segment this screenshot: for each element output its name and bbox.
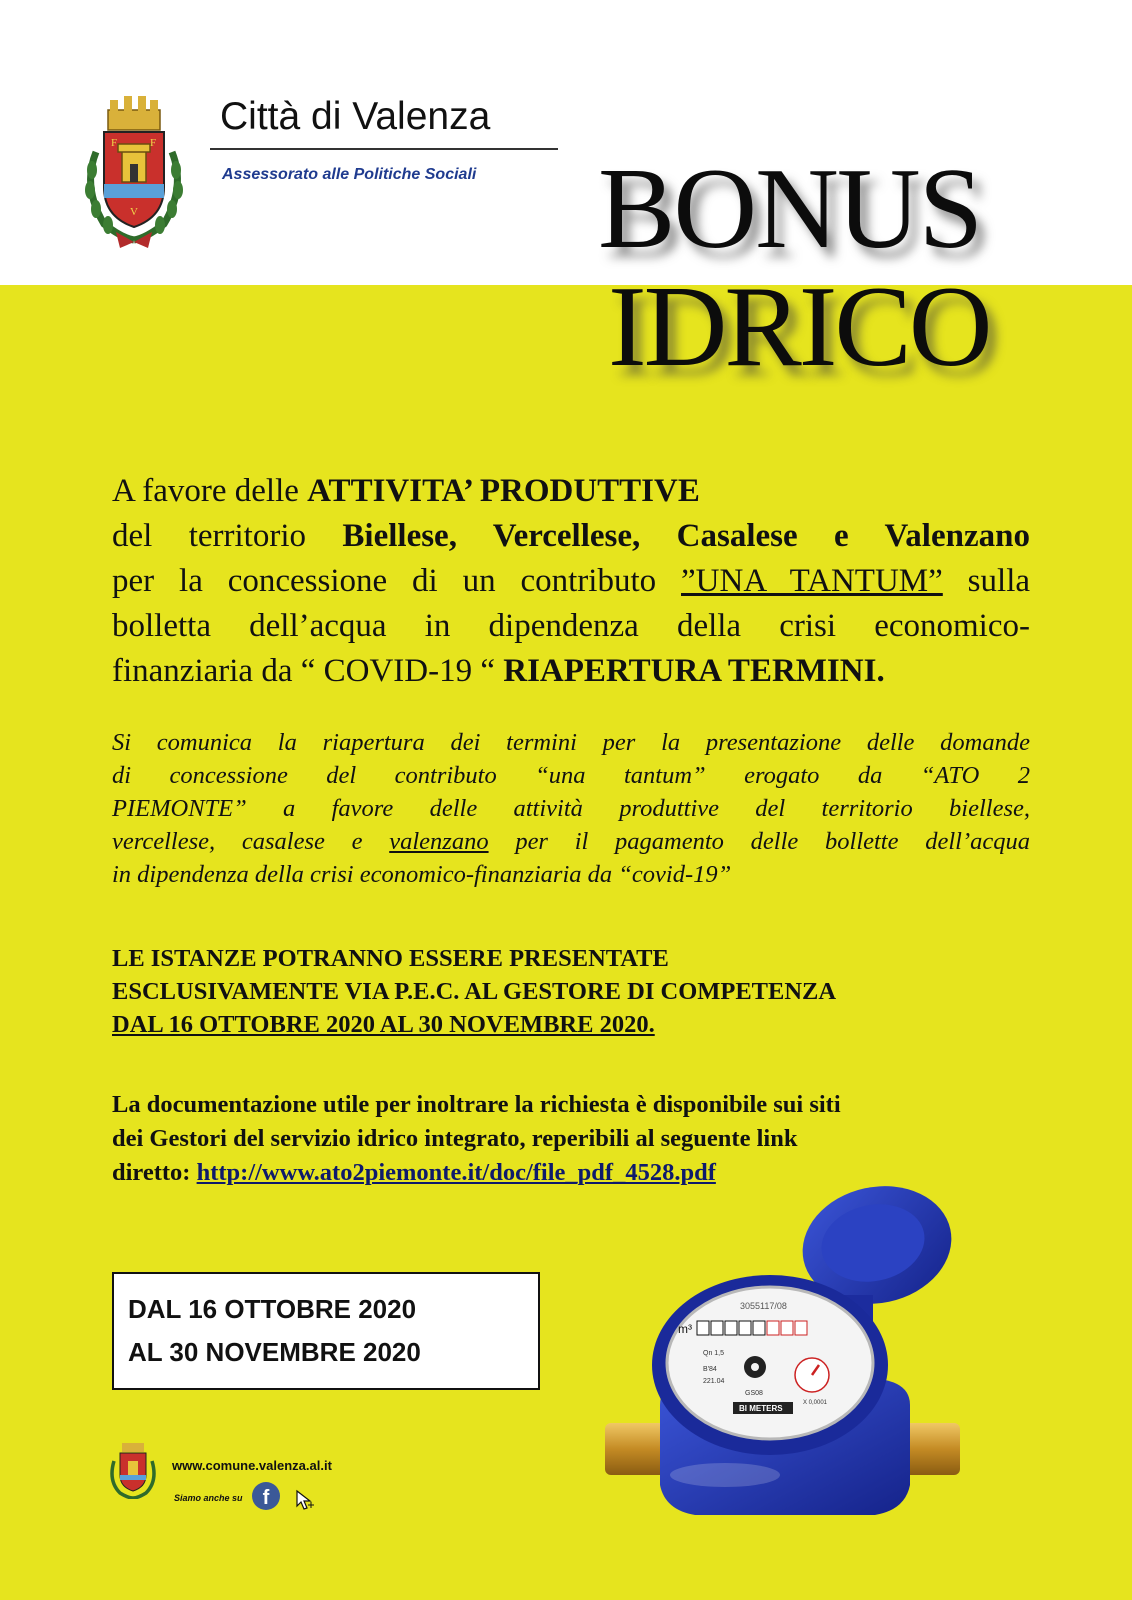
svg-text:X 0,0001: X 0,0001 (803, 1400, 828, 1406)
page-title (590, 145, 1060, 391)
docs-line-3: diretto: http://www.ato2piemonte.it/doc/file_pdf_4528.pdf (112, 1159, 716, 1186)
date-box-end: AL 30 NOVEMBRE 2020 (128, 1337, 421, 1367)
svg-text:F: F (150, 137, 157, 149)
date-range-box (112, 1272, 540, 1390)
reopening-notice (112, 726, 1030, 891)
svg-text:BI METERS: BI METERS (739, 1404, 783, 1413)
department-name: Assessorato alle Politiche Sociali (222, 166, 477, 183)
header-divider (210, 148, 558, 150)
website-url: www.comune.valenza.al.it (172, 1458, 332, 1473)
facebook-icon[interactable]: f (252, 1482, 280, 1510)
date-box-start: DAL 16 OTTOBRE 2020 (128, 1294, 417, 1324)
footer-crest-icon (108, 1437, 158, 1499)
deadline-statement (112, 942, 1030, 1041)
documentation-paragraph (112, 1088, 1030, 1190)
city-name: Città di Valenza (220, 95, 491, 138)
docs-line-2: dei Gestori del servizio idrico integrato, reperibili al seguente link (112, 1125, 798, 1152)
svg-text:B'84: B'84 (703, 1366, 717, 1373)
svg-text:GS08: GS08 (745, 1390, 763, 1397)
title-line-idrico: IDRICO (608, 263, 990, 391)
water-meter-image (605, 1185, 960, 1555)
svg-text:Qn 1,5: Qn 1,5 (703, 1350, 725, 1357)
intro-line-1: A favore delle ATTIVITA’ PRODUTTIVE (112, 473, 700, 509)
intro-line-5: finanziaria da “ COVID-19 “ RIAPERTURA TERMINI. (112, 653, 885, 689)
svg-text:3055117/08: 3055117/08 (740, 1301, 787, 1311)
title-line-bonus: BONUS (598, 145, 982, 273)
city-crest-icon (78, 92, 190, 248)
svg-text:221.04: 221.04 (703, 1378, 725, 1385)
docs-line-1: La documentazione utile per inoltrare la richiesta è disponibile sui siti (112, 1091, 841, 1118)
documentation-link[interactable]: http://www.ato2piemonte.it/doc/file_pdf_4528.pdf (196, 1159, 716, 1186)
svg-text:V: V (130, 206, 138, 218)
deadline-line-1: LE ISTANZE POTRANNO ESSERE PRESENTATE (112, 945, 669, 972)
pointer-cursor-icon (294, 1489, 316, 1511)
notice-line-3: PIEMONTE” a favore delle attività produttive del territorio biellese, (112, 795, 1030, 822)
notice-line-5: in dipendenza della crisi economico-finanziaria da “covid-19” (112, 861, 732, 888)
intro-line-4: bolletta dell’acqua in dipendenza della crisi economico- (112, 608, 1030, 644)
deadline-line-3: DAL 16 OTTOBRE 2020 AL 30 NOVEMBRE 2020. (112, 1011, 655, 1038)
intro-paragraph (112, 469, 1030, 694)
social-label: Siamo anche su (174, 1493, 243, 1503)
notice-line-4: vercellese, casalese e valenzano per il pagamento delle bollette dell’acqua (112, 828, 1030, 855)
svg-text:F: F (111, 137, 118, 149)
intro-line-2: del territorio Biellese, Vercellese, Casalese e Valenzano (112, 518, 1030, 554)
notice-line-2: di concessione del contributo “una tantum” erogato da “ATO 2 (112, 762, 1030, 789)
svg-text:m³: m³ (678, 1322, 692, 1336)
deadline-line-2: ESCLUSIVAMENTE VIA P.E.C. AL GESTORE DI COMPETENZA (112, 978, 837, 1005)
intro-line-3: per la concessione di un contributo ”UNA TANTUM” sulla (112, 563, 1031, 599)
notice-line-1: Si comunica la riapertura dei termini per la presentazione delle domande (112, 729, 1030, 756)
